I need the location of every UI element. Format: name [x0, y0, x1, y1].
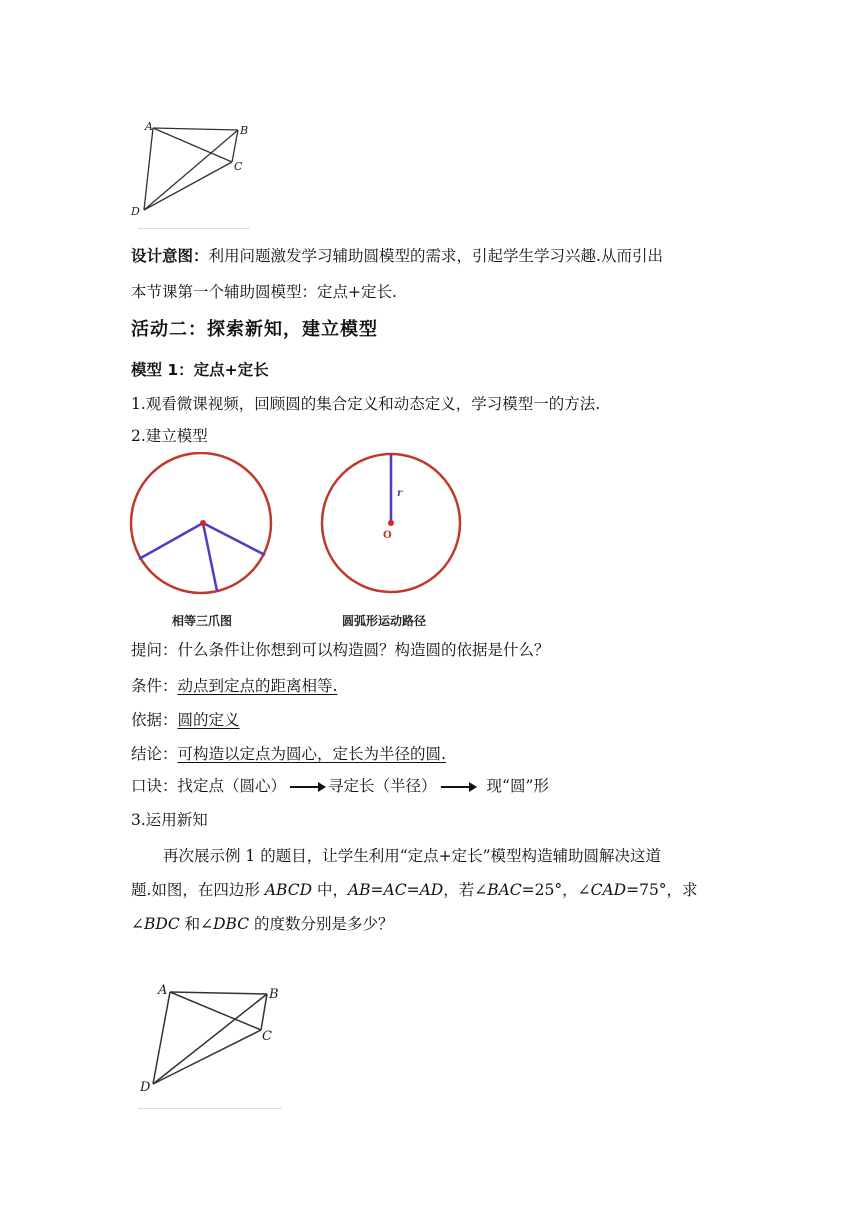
right-circle-caption: 圆弧形运动路径 — [342, 614, 427, 628]
basis-line: 依据：圆的定义 — [131, 711, 240, 729]
circles-figure — [125, 452, 470, 602]
condition-line: 条件：动点到定点的距离相等. — [131, 677, 338, 695]
center-label: O — [383, 530, 392, 541]
label-a: A — [158, 983, 168, 998]
left-center-dot — [200, 520, 206, 526]
conclusion-line: 结论：可构造以定点为圆心，定长为半径的圆. — [131, 745, 446, 763]
design-intent-line2: 本节课第一个辅助圆模型：定点+定长. — [131, 283, 397, 301]
claw-line-left — [139, 523, 203, 559]
label-d: D — [140, 1080, 151, 1095]
radius-label: r — [397, 488, 403, 499]
design-intent-line1: 设计意图：利用问题激发学习辅助圆模型的需求，引起学生学习兴趣.从而引出 — [131, 247, 663, 265]
step3-text: 3.运用新知 — [131, 811, 208, 829]
example-line1: 再次展示例 1 的题目，让学生利用“定点+定长”模型构造辅助圆解决这道 — [163, 847, 662, 865]
figure-bottom-divider — [138, 1108, 282, 1109]
quadrilateral-figure-bottom — [136, 978, 286, 1096]
design-intent-label: 设计意图： — [131, 247, 209, 265]
arrow-right-icon — [290, 786, 324, 788]
activity2-heading: 活动二：探索新知，建立模型 — [131, 319, 378, 340]
label-a: A — [145, 120, 153, 133]
example-line2: 题.如图，在四边形 ABCD 中，AB=AC=AD，若∠BAC=25°，∠CAD=75°，求 — [131, 881, 698, 899]
arrow-right-icon — [441, 786, 475, 788]
label-c: C — [262, 1029, 272, 1044]
label-c: C — [234, 160, 243, 173]
claw-line-bottom — [203, 523, 217, 591]
step2-text: 2.建立模型 — [131, 427, 208, 445]
model1-heading: 模型 1：定点+定长 — [131, 361, 269, 379]
label-d: D — [131, 205, 140, 218]
left-circle-caption: 相等三爪图 — [172, 614, 233, 628]
question-line: 提问：什么条件让你想到可以构造圆？构造圆的依据是什么？ — [131, 641, 550, 659]
right-center-dot — [388, 520, 394, 526]
figure-top-divider — [138, 228, 250, 229]
example-line3: ∠BDC 和∠DBC 的度数分别是多少？ — [131, 915, 394, 933]
label-b: B — [269, 987, 279, 1002]
step1-text: 1.观看微课视频，回顾圆的集合定义和动态定义，学习模型一的方法. — [131, 395, 601, 413]
quadrilateral-figure-top — [128, 118, 258, 218]
label-b: B — [240, 124, 249, 137]
claw-line-right — [203, 523, 265, 555]
mnemonic-line: 口诀：找定点（圆心） 寻定长（半径） 现“圆”形 — [131, 777, 549, 795]
